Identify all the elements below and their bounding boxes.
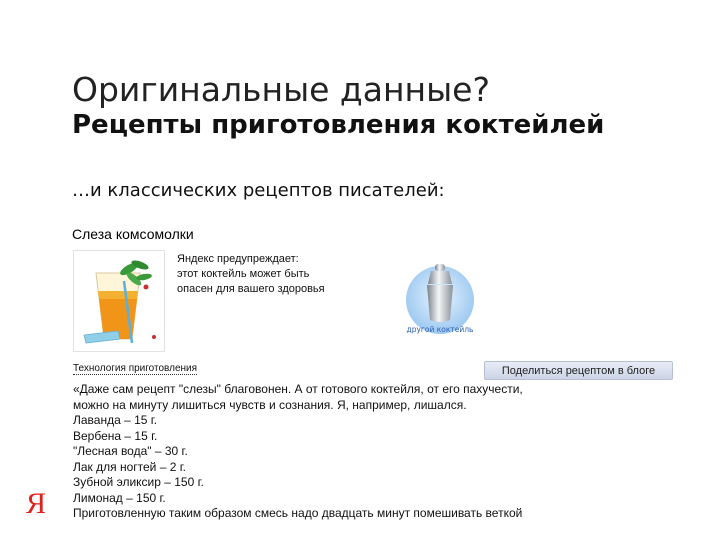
recipe-line: Приготовленную таким образом смесь надо двадцать минут помешивать веткой bbox=[73, 506, 523, 520]
recipe-line: Лимонад – 150 г. bbox=[73, 490, 166, 505]
share-recipe-button[interactable]: Поделиться рецептом в блоге bbox=[484, 361, 673, 380]
cocktail-glass-icon bbox=[73, 250, 165, 352]
recipe-line: Вербена – 15 г. bbox=[73, 428, 158, 443]
recipe-line: можно на минуту лишиться чувств и сознания. Я, например, лишался. bbox=[73, 397, 467, 412]
yandex-logo: Я bbox=[26, 487, 47, 520]
badge-label: другой коктейль bbox=[406, 325, 474, 334]
slide-heading: Рецепты приготовления коктейлей bbox=[72, 110, 605, 140]
recipe-line: Лаванда – 15 г. bbox=[73, 413, 158, 427]
recipe-title: Слеза комсомолки bbox=[72, 226, 194, 242]
recipe-line: "Лесная вода" – 30 г. bbox=[73, 444, 188, 458]
technology-link[interactable]: Технология приготовления bbox=[73, 363, 198, 374]
recipe-line: Лак для ногтей – 2 г. bbox=[73, 459, 186, 474]
warning-line: опасен для вашего здоровья bbox=[177, 283, 325, 295]
slide-subheading: …и классических рецептов писателей: bbox=[72, 180, 445, 201]
warning-line: этот коктейль может быть bbox=[177, 268, 310, 280]
slide-title: Оригинальные данные? bbox=[72, 70, 490, 109]
shaker-badge-icon[interactable] bbox=[400, 258, 480, 338]
warning-line: Яндекс предупреждает: bbox=[177, 253, 299, 265]
warning-text bbox=[177, 252, 347, 297]
recipe-text bbox=[73, 382, 553, 522]
recipe-line: «Даже сам рецепт "слезы" благовонен. А от готового коктейля, от его пахучести, bbox=[73, 382, 523, 396]
recipe-line: Зубной эликсир – 150 г. bbox=[73, 475, 204, 489]
